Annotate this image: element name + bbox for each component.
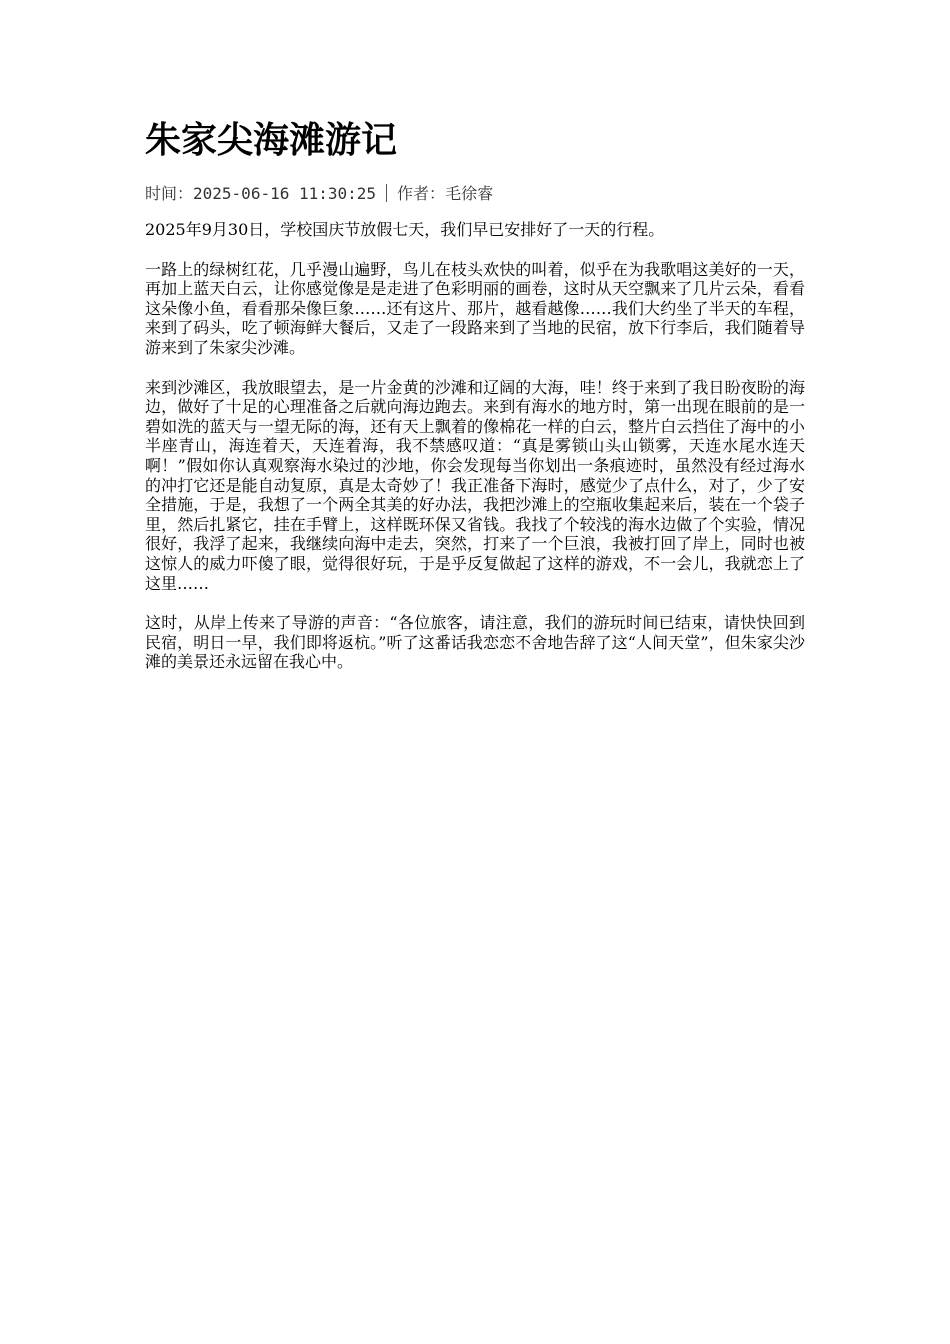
paragraph-4: 这时，从岸上传来了导游的声音：“各位旅客，请注意，我们的游玩时间已结束，请快快回到民宿，明日一早，我们即将返杭。”听了这番话我恋恋不舍地告辞了这“人间天堂”，但朱家尖沙滩的美景还永远留在我心中。 [145, 613, 805, 672]
paragraph-2: 一路上的绿树红花，几乎漫山遍野，鸟儿在枝头欢快的叫着，似乎在为我歌唱这美好的一天，再加上蓝天白云，让你感觉像是是走进了色彩明丽的画卷，这时从天空飘来了几片云朵，看看这朵像小鱼，看看那朵像巨象……还有这片、那片，越看越像……我们大约坐了半天的车程，来到了码头，吃了顿海鲜大餐后，又走了一段路来到了当地的民宿，放下行李后，我们随着导游来到了朱家尖沙滩。 [145, 259, 805, 357]
article-title: 朱家尖海滩游记 [145, 119, 398, 161]
time-value: 2025-06-16 11:30:25 [193, 184, 377, 203]
article [145, 112, 805, 692]
article-body [145, 220, 805, 672]
author-label: 作者： [397, 184, 446, 203]
paragraph-3: 来到沙滩区，我放眼望去，是一片金黄的沙滩和辽阔的大海，哇！终于来到了我日盼夜盼的海边，做好了十足的心理准备之后就向海边跑去。来到有海水的地方时，第一出现在眼前的是一碧如洗的蓝天与一望无际的海，还有天上飘着的像棉花一样的白云，整片白云挡住了海中的小半座青山，海连着天，天连着海，我不禁感叹道：“真是雾锁山头山锁雾，天连水尾水连天啊！”假如你认真观察海水染过的沙地，你会发现每当你划出一条痕迹时，虽然没有经过海水的冲打它还是能自动复原，真是太奇妙了！我正准备下海时，感觉少了点什么，对了，少了安全措施，于是，我想了一个两全其美的好办法，我把沙滩上的空瓶收集起来后，装在一个袋子里，然后扎紧它，挂在手臂上，这样既环保又省钱。我找了个较浅的海水边做了个实验，情况很好，我浮了起来，我继续向海中走去，突然，打来了一个巨浪，我被打回了岸上，同时也被这惊人的威力吓傻了眼，觉得很好玩，于是乎反复做起了这样的游戏，不一会儿，我就恋上了这里…… [145, 377, 805, 593]
author-value: 毛徐睿 [445, 184, 494, 203]
time-label: 时间： [145, 184, 194, 203]
meta-divider [386, 184, 387, 202]
paragraph-1: 2025年9月30日，学校国庆节放假七天，我们早已安排好了一天的行程。 [145, 220, 665, 239]
article-meta [145, 182, 805, 206]
